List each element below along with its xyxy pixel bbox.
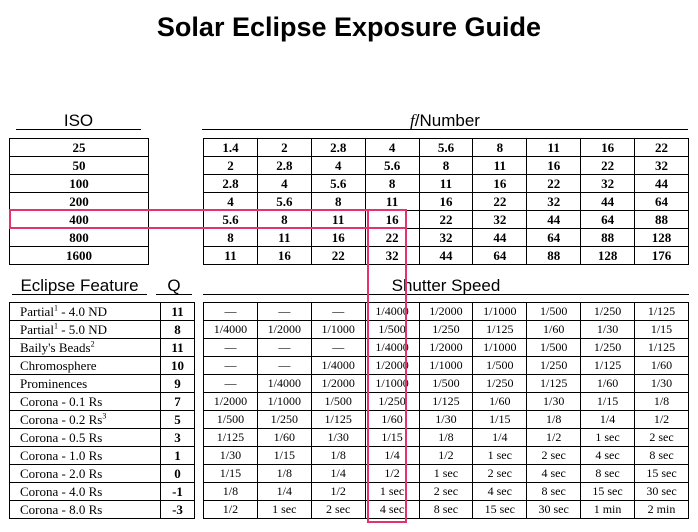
feature-footnote: 1 <box>53 321 58 331</box>
shutter-cell: 1/1000 <box>257 393 311 411</box>
shutter-cell: 1/500 <box>365 321 419 339</box>
shutter-cell: 4 sec <box>581 447 635 465</box>
feature-footnote: 3 <box>102 411 107 421</box>
shutter-cell: 1/4000 <box>365 303 419 321</box>
fnumber-cell: 22 <box>527 175 581 193</box>
shutter-cell: 1/30 <box>527 393 581 411</box>
shutter-cell: 1/250 <box>527 357 581 375</box>
shutter-cell: 1 sec <box>257 501 311 519</box>
shutter-cell: 1/500 <box>204 411 258 429</box>
feature-row <box>10 411 195 429</box>
feature-q: 11 <box>161 303 195 321</box>
shutter-cell: 2 sec <box>473 465 527 483</box>
feature-row <box>10 339 195 357</box>
shutter-header-underline <box>203 294 689 295</box>
shutter-cell: 15 sec <box>581 483 635 501</box>
shutter-cell: 1/60 <box>365 411 419 429</box>
fnumber-cell: 22 <box>311 247 365 265</box>
shutter-cell: 1/2000 <box>365 357 419 375</box>
feature-row <box>10 375 195 393</box>
shutter-cell: 8 sec <box>581 465 635 483</box>
shutter-cell: 4 sec <box>527 465 581 483</box>
shutter-row <box>204 339 689 357</box>
fnumber-cell: 8 <box>365 175 419 193</box>
fnumber-cell: 22 <box>365 229 419 247</box>
shutter-cell: — <box>204 375 258 393</box>
page-title: Solar Eclipse Exposure Guide <box>156 12 542 42</box>
fnumber-cell: 4 <box>204 193 258 211</box>
fnumber-cell: 5.6 <box>311 175 365 193</box>
feature-name <box>10 429 161 447</box>
shutter-cell: 1/8 <box>257 465 311 483</box>
feature-q: 9 <box>161 375 195 393</box>
fnumber-cell: 16 <box>257 247 311 265</box>
iso-value: 400 <box>10 211 149 229</box>
shutter-cell: 1/60 <box>527 321 581 339</box>
fnumber-row <box>204 211 689 229</box>
iso-value: 200 <box>10 193 149 211</box>
shutter-cell: 1/15 <box>204 465 258 483</box>
fnumber-cell: 32 <box>635 157 689 175</box>
fnumber-header-f: f <box>410 111 415 130</box>
shutter-cell: 8 sec <box>635 447 689 465</box>
shutter-cell: 1/8 <box>635 393 689 411</box>
feature-name <box>10 465 161 483</box>
shutter-cell: 1/125 <box>527 375 581 393</box>
feature-name-text: Partial <box>20 322 54 337</box>
shutter-cell: 1/4000 <box>204 321 258 339</box>
iso-value: 25 <box>10 139 149 157</box>
shutter-cell: 1/2 <box>635 411 689 429</box>
fnumber-cell: 2 <box>257 139 311 157</box>
fnumber-cell: 5.6 <box>419 139 473 157</box>
feature-q: 0 <box>161 465 195 483</box>
fnumber-cell: 64 <box>581 211 635 229</box>
shutter-cell: 1/125 <box>204 429 258 447</box>
feature-q: 11 <box>161 339 195 357</box>
fnumber-cell: 44 <box>635 175 689 193</box>
fnumber-cell: 4 <box>257 175 311 193</box>
shutter-cell: 2 sec <box>635 429 689 447</box>
shutter-cell: 1/500 <box>473 357 527 375</box>
shutter-cell: 1/125 <box>311 411 365 429</box>
fnumber-cell: 8 <box>257 211 311 229</box>
shutter-cell: 1/15 <box>257 447 311 465</box>
fnumber-cell: 128 <box>581 247 635 265</box>
q-header-underline <box>156 294 192 295</box>
shutter-cell: 1 sec <box>581 429 635 447</box>
shutter-cell: 8 sec <box>527 483 581 501</box>
shutter-cell: 1/2000 <box>257 321 311 339</box>
shutter-cell: 1/125 <box>635 339 689 357</box>
feature-footnote: 1 <box>53 303 58 313</box>
iso-value: 100 <box>10 175 149 193</box>
shutter-cell: 1/1000 <box>419 357 473 375</box>
feature-name <box>10 501 161 519</box>
fnumber-row <box>204 193 689 211</box>
feature-row <box>10 303 195 321</box>
feature-name-text: Corona - 8.0 Rs <box>20 502 103 517</box>
shutter-cell: 1/15 <box>635 321 689 339</box>
shutter-cell: 1/30 <box>419 411 473 429</box>
fnumber-cell: 44 <box>419 247 473 265</box>
shutter-cell: 1/4 <box>365 447 419 465</box>
shutter-cell: 1/8 <box>204 483 258 501</box>
shutter-cell: — <box>257 303 311 321</box>
shutter-cell: 1/250 <box>365 393 419 411</box>
fnumber-cell: 16 <box>527 157 581 175</box>
feature-row <box>10 357 195 375</box>
feature-name-text: Corona - 0.5 Rs <box>20 430 103 445</box>
shutter-cell: 30 sec <box>635 483 689 501</box>
fnumber-cell: 2.8 <box>257 157 311 175</box>
feature-name-suffix: - 4.0 ND <box>57 304 108 319</box>
fnumber-cell: 11 <box>365 193 419 211</box>
fnumber-row <box>204 247 689 265</box>
shutter-cell: 1/125 <box>581 357 635 375</box>
iso-value: 800 <box>10 229 149 247</box>
fnumber-row <box>204 157 689 175</box>
fnumber-cell: 88 <box>635 211 689 229</box>
shutter-cell: 1/250 <box>581 303 635 321</box>
fnumber-cell: 128 <box>635 229 689 247</box>
shutter-cell: — <box>204 339 258 357</box>
iso-row <box>10 175 149 193</box>
shutter-cell: 1/2000 <box>311 375 365 393</box>
feature-name-suffix: - 5.0 ND <box>57 322 108 337</box>
shutter-cell: — <box>311 303 365 321</box>
feature-name <box>10 393 161 411</box>
shutter-cell: 1/250 <box>419 321 473 339</box>
shutter-row <box>204 375 689 393</box>
feature-name <box>10 303 161 321</box>
fnumber-cell: 32 <box>581 175 635 193</box>
fnumber-cell: 16 <box>365 211 419 229</box>
shutter-row <box>204 321 689 339</box>
iso-row <box>10 139 149 157</box>
feature-q: -1 <box>161 483 195 501</box>
shutter-cell: 1/15 <box>581 393 635 411</box>
fnumber-cell: 64 <box>527 229 581 247</box>
shutter-cell: 1/4 <box>473 429 527 447</box>
fnumber-header <box>202 111 688 131</box>
fnumber-cell: 8 <box>311 193 365 211</box>
fnumber-cell: 32 <box>473 211 527 229</box>
fnumber-header-rest: /Number <box>414 111 480 130</box>
shutter-cell: 1/1000 <box>365 375 419 393</box>
fnumber-cell: 11 <box>419 175 473 193</box>
feature-q: 8 <box>161 321 195 339</box>
feature-row <box>10 429 195 447</box>
feature-name-text: Corona - 0.2 Rs <box>20 412 103 427</box>
fnumber-row <box>204 139 689 157</box>
shutter-row <box>204 483 689 501</box>
fnumber-cell: 2.8 <box>204 175 258 193</box>
fnumber-cell: 2 <box>204 157 258 175</box>
fnumber-cell: 88 <box>527 247 581 265</box>
feature-name <box>10 339 161 357</box>
feature-q: 10 <box>161 357 195 375</box>
shutter-row <box>204 357 689 375</box>
fnumber-cell: 64 <box>473 247 527 265</box>
fnumber-cell: 22 <box>581 157 635 175</box>
fnumber-cell: 11 <box>257 229 311 247</box>
shutter-cell: 1/8 <box>419 429 473 447</box>
shutter-cell: 1/250 <box>257 411 311 429</box>
fnumber-cell: 11 <box>473 157 527 175</box>
shutter-cell: 1/1000 <box>473 339 527 357</box>
fnumber-cell: 8 <box>204 229 258 247</box>
shutter-row <box>204 411 689 429</box>
shutter-cell: 1/30 <box>204 447 258 465</box>
shutter-cell: 1/2000 <box>204 393 258 411</box>
shutter-cell: — <box>257 339 311 357</box>
feature-header: Eclipse Feature <box>20 276 139 295</box>
iso-header-underline <box>16 129 141 130</box>
shutter-cell: 8 sec <box>419 501 473 519</box>
shutter-cell: 30 sec <box>527 501 581 519</box>
feature-name <box>10 483 161 501</box>
feature-name <box>10 357 161 375</box>
feature-name <box>10 375 161 393</box>
fnumber-cell: 64 <box>635 193 689 211</box>
feature-q: 3 <box>161 429 195 447</box>
feature-header-underline <box>12 294 147 295</box>
shutter-cell: 2 sec <box>419 483 473 501</box>
fnumber-cell: 44 <box>473 229 527 247</box>
shutter-cell: 1/60 <box>635 357 689 375</box>
iso-row <box>10 193 149 211</box>
shutter-cell: 1/2000 <box>419 339 473 357</box>
fnumber-cell: 32 <box>365 247 419 265</box>
shutter-row <box>204 447 689 465</box>
feature-table <box>9 302 195 519</box>
fnumber-row <box>204 229 689 247</box>
shutter-cell: 1/4 <box>311 465 365 483</box>
shutter-cell: 1/125 <box>473 321 527 339</box>
shutter-cell: 1/4000 <box>365 339 419 357</box>
shutter-cell: 1/250 <box>473 375 527 393</box>
feature-row <box>10 321 195 339</box>
shutter-cell: 1 sec <box>365 483 419 501</box>
fnumber-cell: 32 <box>419 229 473 247</box>
shutter-cell: 1/30 <box>581 321 635 339</box>
fnumber-table <box>203 138 689 265</box>
fnumber-cell: 2.8 <box>311 139 365 157</box>
shutter-cell: 4 sec <box>473 483 527 501</box>
shutter-cell: — <box>311 339 365 357</box>
feature-name-text: Prominences <box>20 376 88 391</box>
fnumber-cell: 44 <box>527 211 581 229</box>
shutter-cell: 1/4000 <box>257 375 311 393</box>
shutter-cell: 1/2000 <box>419 303 473 321</box>
feature-row <box>10 393 195 411</box>
shutter-row <box>204 429 689 447</box>
shutter-cell: 2 sec <box>311 501 365 519</box>
iso-value: 1600 <box>10 247 149 265</box>
shutter-cell: 1/500 <box>419 375 473 393</box>
q-header: Q <box>167 276 181 295</box>
shutter-table <box>203 302 689 519</box>
shutter-cell: 1/1000 <box>311 321 365 339</box>
fnumber-cell: 8 <box>419 157 473 175</box>
feature-name-text: Corona - 1.0 Rs <box>20 448 103 463</box>
fnumber-row <box>204 175 689 193</box>
feature-row <box>10 483 195 501</box>
feature-name-text: Baily's Beads <box>20 340 91 355</box>
shutter-row <box>204 303 689 321</box>
iso-value: 50 <box>10 157 149 175</box>
feature-footnote: 2 <box>90 339 95 349</box>
shutter-cell: — <box>204 303 258 321</box>
iso-table <box>9 138 149 265</box>
shutter-cell: 1/8 <box>311 447 365 465</box>
shutter-cell: 1/30 <box>311 429 365 447</box>
feature-name-text: Partial <box>20 304 54 319</box>
fnumber-cell: 8 <box>473 139 527 157</box>
shutter-row <box>204 393 689 411</box>
shutter-cell: 1/1000 <box>473 303 527 321</box>
feature-name-text: Corona - 2.0 Rs <box>20 466 103 481</box>
shutter-cell: 1 sec <box>473 447 527 465</box>
feature-q: 1 <box>161 447 195 465</box>
fnumber-cell: 11 <box>204 247 258 265</box>
iso-row <box>10 211 149 229</box>
fnumber-header-underline <box>202 129 688 130</box>
fnumber-cell: 4 <box>311 157 365 175</box>
feature-q: 5 <box>161 411 195 429</box>
fnumber-cell: 11 <box>527 139 581 157</box>
shutter-cell: 1 sec <box>419 465 473 483</box>
fnumber-cell: 11 <box>311 211 365 229</box>
fnumber-cell: 32 <box>527 193 581 211</box>
shutter-cell: 1/500 <box>311 393 365 411</box>
fnumber-cell: 22 <box>635 139 689 157</box>
feature-row <box>10 465 195 483</box>
feature-row <box>10 501 195 519</box>
shutter-cell: 1/500 <box>527 303 581 321</box>
shutter-cell: 1 min <box>581 501 635 519</box>
fnumber-cell: 22 <box>419 211 473 229</box>
feature-q: 7 <box>161 393 195 411</box>
fnumber-cell: 88 <box>581 229 635 247</box>
feature-name <box>10 447 161 465</box>
shutter-cell: 1/250 <box>581 339 635 357</box>
iso-row <box>10 157 149 175</box>
fnumber-cell: 16 <box>311 229 365 247</box>
shutter-cell: 1/60 <box>257 429 311 447</box>
shutter-cell: 1/500 <box>527 339 581 357</box>
shutter-cell: 1/8 <box>527 411 581 429</box>
shutter-header: Shutter Speed <box>391 276 501 295</box>
feature-name <box>10 321 161 339</box>
shutter-cell: 15 sec <box>473 501 527 519</box>
shutter-cell: 1/125 <box>635 303 689 321</box>
shutter-cell: 2 sec <box>527 447 581 465</box>
shutter-cell: 1/15 <box>365 429 419 447</box>
shutter-cell: 1/60 <box>581 375 635 393</box>
fnumber-cell: 16 <box>419 193 473 211</box>
iso-row <box>10 247 149 265</box>
shutter-cell: 1/4 <box>581 411 635 429</box>
fnumber-cell: 16 <box>581 139 635 157</box>
fnumber-cell: 1.4 <box>204 139 258 157</box>
shutter-row <box>204 465 689 483</box>
shutter-cell: 1/2 <box>311 483 365 501</box>
shutter-cell: — <box>257 357 311 375</box>
shutter-cell: 1/2 <box>204 501 258 519</box>
feature-name-text: Chromosphere <box>20 358 97 373</box>
fnumber-cell: 44 <box>581 193 635 211</box>
fnumber-cell: 5.6 <box>257 193 311 211</box>
shutter-cell: 1/30 <box>635 375 689 393</box>
shutter-cell: 1/4 <box>257 483 311 501</box>
shutter-cell: — <box>204 357 258 375</box>
feature-q: -3 <box>161 501 195 519</box>
shutter-cell: 1/15 <box>473 411 527 429</box>
shutter-cell: 1/125 <box>419 393 473 411</box>
shutter-cell: 1/2 <box>419 447 473 465</box>
fnumber-cell: 5.6 <box>365 157 419 175</box>
feature-row <box>10 447 195 465</box>
fnumber-cell: 176 <box>635 247 689 265</box>
shutter-cell: 1/4000 <box>311 357 365 375</box>
shutter-cell: 4 sec <box>365 501 419 519</box>
fnumber-cell: 4 <box>365 139 419 157</box>
feature-name-text: Corona - 4.0 Rs <box>20 484 103 499</box>
shutter-row <box>204 501 689 519</box>
fnumber-cell: 5.6 <box>204 211 258 229</box>
fnumber-cell: 16 <box>473 175 527 193</box>
fnumber-cell: 22 <box>473 193 527 211</box>
shutter-cell: 1/2 <box>527 429 581 447</box>
shutter-cell: 1/2 <box>365 465 419 483</box>
iso-header: ISO <box>63 111 94 130</box>
iso-row <box>10 229 149 247</box>
shutter-cell: 2 min <box>635 501 689 519</box>
feature-name-text: Corona - 0.1 Rs <box>20 394 103 409</box>
feature-name <box>10 411 161 429</box>
shutter-cell: 15 sec <box>635 465 689 483</box>
shutter-cell: 1/60 <box>473 393 527 411</box>
